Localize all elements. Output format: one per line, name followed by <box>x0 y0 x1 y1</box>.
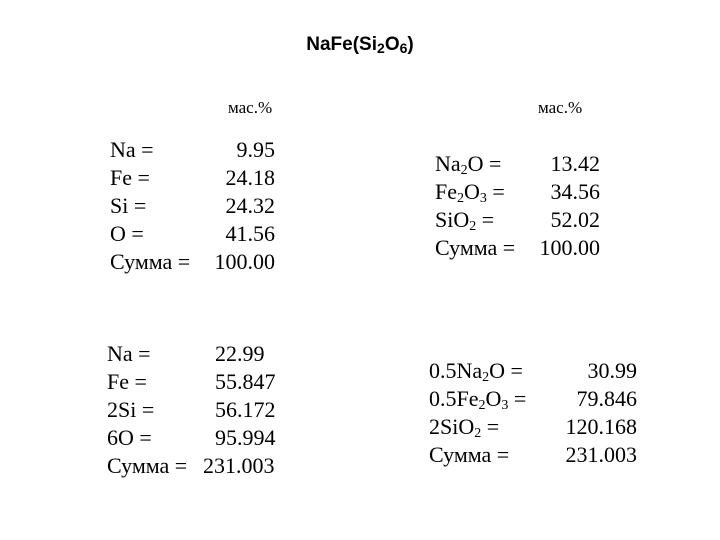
row-value: 34.56 <box>550 179 600 204</box>
row-fe <box>107 368 279 396</box>
row-value: 79.846 <box>576 386 637 411</box>
row-label: Сумма = <box>110 249 191 274</box>
row-value: 120.168 <box>565 414 637 439</box>
row-05na2o <box>429 357 637 385</box>
row-value: 100.00 <box>539 235 600 260</box>
row-label: $0.5Na_2O$ = <box>429 358 523 385</box>
row-label: SiO$_2$ = <box>435 207 495 234</box>
row-fe2o3 <box>435 178 600 206</box>
row-05fe2o3 <box>429 385 637 413</box>
row-value: 95.994 <box>215 425 276 450</box>
oxide-mass-percent-block <box>435 150 600 262</box>
row-value: 52.02 <box>550 207 600 232</box>
row-na <box>110 136 275 164</box>
row-value: 13.42 <box>550 151 600 176</box>
row-value: 56.172 <box>215 397 276 422</box>
row-o <box>110 220 275 248</box>
element-mass-percent-block <box>110 136 275 276</box>
unit-label-left: мас.% <box>228 98 273 117</box>
row-2si <box>107 396 279 424</box>
row-si <box>110 192 275 220</box>
row-label: $0.5Fe_2O_3$ = <box>429 386 527 413</box>
row-fe <box>110 164 275 192</box>
row-label: Na = <box>110 137 154 162</box>
row-label: Fe = <box>110 165 150 190</box>
row-value: 41.56 <box>225 221 275 246</box>
row-sum <box>429 441 637 469</box>
row-label: Na = <box>107 341 151 366</box>
row-value: 231.003 <box>565 442 637 467</box>
row-sio2 <box>435 206 600 234</box>
row-value: 30.99 <box>587 358 637 383</box>
row-sum <box>435 234 600 262</box>
formula-title: $NaFe(Si_2O_6)$ <box>306 34 414 56</box>
row-label: $Fe_2O_3$ = <box>435 179 505 206</box>
row-sum <box>107 452 279 480</box>
row-na <box>107 340 279 368</box>
row-label: Сумма = <box>429 442 510 467</box>
row-na2o <box>435 150 600 178</box>
row-value: 24.32 <box>225 193 275 218</box>
row-label: 2SiO$_2$ = <box>429 414 500 441</box>
oxide-mass-block <box>429 357 637 469</box>
row-label: Si = <box>110 193 147 218</box>
row-value: 231.003 <box>203 453 275 478</box>
row-sum <box>110 248 275 276</box>
row-value: 24.18 <box>225 165 275 190</box>
row-label: Сумма = <box>107 453 188 478</box>
row-label: $Na_2O$ = <box>435 151 502 178</box>
row-6o <box>107 424 279 452</box>
row-value: 55.847 <box>215 369 276 394</box>
row-label: O = <box>110 221 144 246</box>
unit-label-right: мас.% <box>538 98 583 117</box>
atomic-mass-block <box>107 340 279 480</box>
row-2sio2 <box>429 413 637 441</box>
row-value: 100.00 <box>214 249 275 274</box>
row-label: 6O = <box>107 425 152 450</box>
row-value: 9.95 <box>236 137 275 162</box>
row-label: Fe = <box>107 369 147 394</box>
row-label: Сумма = <box>435 235 516 260</box>
row-value: 22.99 <box>215 341 265 366</box>
row-label: 2Si = <box>107 397 155 422</box>
